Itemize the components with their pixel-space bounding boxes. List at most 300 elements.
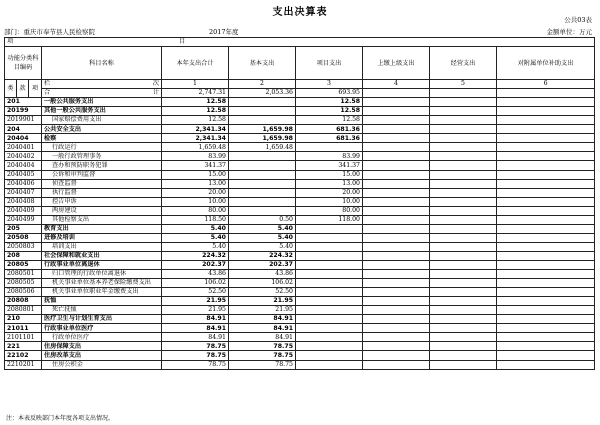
row-business	[430, 297, 497, 306]
row-code: 2101101	[5, 333, 42, 342]
row-code: 2040402	[5, 152, 42, 161]
row-basic: 5.40	[229, 224, 296, 233]
row-business	[430, 107, 497, 116]
row-subsidy	[497, 260, 595, 269]
row-subject-name: 其他一般公共服务支出	[42, 107, 162, 116]
row-code: 20404	[5, 134, 42, 143]
header-upper: 上缴上级支出	[363, 47, 430, 80]
row-business	[430, 143, 497, 152]
row-basic: 0.50	[229, 215, 296, 224]
row-basic	[229, 107, 296, 116]
row-upper	[363, 188, 430, 197]
totals-business	[430, 89, 497, 98]
totals-subsidy	[497, 89, 595, 98]
form-number: 公共03表	[564, 16, 592, 24]
row-subject-name: 行政事业单位医疗	[42, 324, 162, 333]
row-subject-name: 进修及培训	[42, 233, 162, 242]
header-func-code: 功能分类科目编码	[5, 47, 42, 80]
row-subject-name: 查办和预防职务犯罪	[42, 161, 162, 170]
row-code: 22102	[5, 351, 42, 360]
row-business	[430, 324, 497, 333]
totals-basic: 2,053.36	[229, 89, 296, 98]
row-code: 2080801	[5, 306, 42, 315]
row-subsidy	[497, 116, 595, 125]
row-project	[296, 233, 363, 242]
row-business	[430, 315, 497, 324]
row-project	[296, 260, 363, 269]
table-row	[5, 170, 595, 179]
row-subject-name: 公诉和审判监督	[42, 170, 162, 179]
row-code: 2040409	[5, 206, 42, 215]
row-upper	[363, 143, 430, 152]
row-total: 83.99	[162, 152, 229, 161]
row-business	[430, 342, 497, 351]
row-upper	[363, 224, 430, 233]
row-upper	[363, 215, 430, 224]
totals-ji: 计	[152, 89, 159, 97]
table-row	[5, 306, 595, 315]
row-upper	[363, 260, 430, 269]
row-upper	[363, 360, 430, 369]
row-total: 12.58	[162, 98, 229, 107]
report-meta	[4, 27, 592, 36]
row-subsidy	[497, 315, 595, 324]
row-business	[430, 351, 497, 360]
row-business	[430, 98, 497, 107]
row-subject-name: 行政单位医疗	[42, 333, 162, 342]
totals-label	[42, 89, 162, 98]
row-business	[430, 170, 497, 179]
table-row	[5, 224, 595, 233]
row-subsidy	[497, 351, 595, 360]
row-subject-name: 住房保障支出	[42, 342, 162, 351]
row-code: 2080501	[5, 270, 42, 279]
table-row	[5, 333, 595, 342]
row-basic: 78.75	[229, 351, 296, 360]
row-subject-name: 机关事业单位基本养老保险缴费支出	[42, 279, 162, 288]
row-total: 84.91	[162, 324, 229, 333]
row-business	[430, 188, 497, 197]
row-business	[430, 270, 497, 279]
row-subject-name: 其他检察支出	[42, 215, 162, 224]
row-upper	[363, 333, 430, 342]
row-total: 21.95	[162, 306, 229, 315]
row-project: 10.00	[296, 197, 363, 206]
row-project	[296, 279, 363, 288]
row-upper	[363, 197, 430, 206]
table-row	[5, 134, 595, 143]
row-project	[296, 306, 363, 315]
row-code: 2050803	[5, 242, 42, 251]
row-code: 2040407	[5, 188, 42, 197]
row-code: 201	[5, 98, 42, 107]
row-basic	[229, 98, 296, 107]
footnote: 注：本表反映部门本年度各项支出情况。	[6, 415, 115, 422]
row-subsidy	[497, 224, 595, 233]
row-basic: 1,659.98	[229, 134, 296, 143]
header-row-columns	[5, 47, 595, 80]
row-subject-name: 教育支出	[42, 224, 162, 233]
department-label: 部门：重庆市奉节县人民检察院	[4, 28, 95, 36]
row-code: 2080505	[5, 279, 42, 288]
col-num-4: 4	[363, 80, 430, 89]
row-business	[430, 279, 497, 288]
row-subsidy	[497, 251, 595, 260]
row-business	[430, 206, 497, 215]
row-total: 78.75	[162, 351, 229, 360]
row-subsidy	[497, 297, 595, 306]
row-subject-name: 行政事业单位离退休	[42, 260, 162, 269]
row-upper	[363, 242, 430, 251]
row-basic: 84.91	[229, 324, 296, 333]
row-subject-name: 医疗卫生与计划生育支出	[42, 315, 162, 324]
row-subject-name: 两房建设	[42, 206, 162, 215]
row-subsidy	[497, 342, 595, 351]
row-project	[296, 224, 363, 233]
row-subject-name: 公共安全支出	[42, 125, 162, 134]
table-row	[5, 179, 595, 188]
row-subsidy	[497, 333, 595, 342]
row-upper	[363, 351, 430, 360]
row-total: 224.32	[162, 251, 229, 260]
col-num-2: 2	[229, 80, 296, 89]
row-basic: 43.86	[229, 270, 296, 279]
row-business	[430, 152, 497, 161]
row-business	[430, 251, 497, 260]
table-row	[5, 215, 595, 224]
row-basic	[229, 152, 296, 161]
row-total: 21.95	[162, 297, 229, 306]
table-row	[5, 270, 595, 279]
row-project: 118.00	[296, 215, 363, 224]
row-subject-name: 一般行政管理事务	[42, 152, 162, 161]
header-xiang: 项	[29, 80, 42, 98]
col-num-3: 3	[296, 80, 363, 89]
row-subject-name: 培训支出	[42, 242, 162, 251]
row-subsidy	[497, 107, 595, 116]
row-project	[296, 324, 363, 333]
totals-row	[5, 89, 595, 98]
header-subsidy: 对附属单位补助支出	[497, 47, 595, 80]
row-code: 20199	[5, 107, 42, 116]
header-project: 项目支出	[296, 47, 363, 80]
header-total: 本年支出合计	[162, 47, 229, 80]
row-subsidy	[497, 98, 595, 107]
row-project: 681.36	[296, 134, 363, 143]
totals-total: 2,747.31	[162, 89, 229, 98]
row-basic: 1,659.98	[229, 125, 296, 134]
row-upper	[363, 125, 430, 134]
row-subsidy	[497, 270, 595, 279]
row-basic	[229, 170, 296, 179]
col-num-5: 5	[430, 80, 497, 89]
row-code: 21011	[5, 324, 42, 333]
table-row	[5, 342, 595, 351]
table-row	[5, 324, 595, 333]
row-subsidy	[497, 288, 595, 297]
row-basic: 84.91	[229, 315, 296, 324]
table-row	[5, 260, 595, 269]
row-project: 13.00	[296, 179, 363, 188]
row-basic: 5.40	[229, 233, 296, 242]
row-total: 118.50	[162, 215, 229, 224]
row-upper	[363, 98, 430, 107]
row-basic: 224.32	[229, 251, 296, 260]
row-subsidy	[497, 143, 595, 152]
table-row	[5, 188, 595, 197]
row-business	[430, 179, 497, 188]
row-code: 20508	[5, 233, 42, 242]
row-total: 1,659.48	[162, 143, 229, 152]
amount-unit: 金额单位：万元	[546, 28, 592, 36]
row-subject-name: 死亡抚恤	[42, 306, 162, 315]
row-basic: 21.95	[229, 306, 296, 315]
row-project: 681.36	[296, 125, 363, 134]
row-upper	[363, 288, 430, 297]
header-row-item	[5, 38, 595, 47]
row-basic	[229, 161, 296, 170]
row-code: 205	[5, 224, 42, 233]
row-basic: 1,659.48	[229, 143, 296, 152]
row-business	[430, 360, 497, 369]
row-upper	[363, 161, 430, 170]
row-basic	[229, 116, 296, 125]
row-subsidy	[497, 324, 595, 333]
row-code: 204	[5, 125, 42, 134]
row-basic	[229, 206, 296, 215]
row-business	[430, 125, 497, 134]
row-total: 12.58	[162, 107, 229, 116]
row-business	[430, 215, 497, 224]
row-subject-name: 检察	[42, 134, 162, 143]
row-basic	[229, 179, 296, 188]
row-project: 12.58	[296, 107, 363, 116]
row-code: 2040408	[5, 197, 42, 206]
row-upper	[363, 179, 430, 188]
row-upper	[363, 251, 430, 260]
table-row	[5, 279, 595, 288]
row-total: 12.58	[162, 116, 229, 125]
table-row	[5, 351, 595, 360]
row-project: 12.58	[296, 98, 363, 107]
row-subsidy	[497, 152, 595, 161]
table-row	[5, 206, 595, 215]
header-basic: 基本支出	[229, 47, 296, 80]
row-total: 13.00	[162, 179, 229, 188]
row-project	[296, 288, 363, 297]
row-code: 210	[5, 315, 42, 324]
row-code: 208	[5, 251, 42, 260]
row-code: 2040401	[5, 143, 42, 152]
row-project	[296, 351, 363, 360]
row-total: 15.00	[162, 170, 229, 179]
row-subject-name: 国家赔偿费用支出	[42, 116, 162, 125]
table-row	[5, 107, 595, 116]
row-code: 20808	[5, 297, 42, 306]
col-num-1: 1	[162, 80, 229, 89]
totals-upper	[363, 89, 430, 98]
row-upper	[363, 233, 430, 242]
row-basic: 106.02	[229, 279, 296, 288]
row-total: 202.37	[162, 260, 229, 269]
row-upper	[363, 270, 430, 279]
row-business	[430, 224, 497, 233]
row-code: 2040404	[5, 161, 42, 170]
row-project	[296, 297, 363, 306]
table-row	[5, 161, 595, 170]
row-upper	[363, 152, 430, 161]
row-upper	[363, 315, 430, 324]
row-upper	[363, 306, 430, 315]
row-upper	[363, 297, 430, 306]
header-ci: 次	[152, 80, 159, 88]
header-item-label: 项	[7, 38, 14, 46]
row-upper	[363, 206, 430, 215]
col-num-6: 6	[497, 80, 595, 89]
row-subsidy	[497, 197, 595, 206]
row-project	[296, 251, 363, 260]
row-business	[430, 288, 497, 297]
row-code: 2080506	[5, 288, 42, 297]
row-project: 12.58	[296, 116, 363, 125]
row-total: 20.00	[162, 188, 229, 197]
row-business	[430, 260, 497, 269]
row-business	[430, 233, 497, 242]
row-code: 2040405	[5, 170, 42, 179]
report-title: 支出决算表	[272, 7, 328, 18]
row-code: 2019901	[5, 116, 42, 125]
row-total: 106.02	[162, 279, 229, 288]
row-subsidy	[497, 125, 595, 134]
row-total: 5.40	[162, 242, 229, 251]
table-row	[5, 315, 595, 324]
table-row	[5, 242, 595, 251]
row-project: 20.00	[296, 188, 363, 197]
header-lan: 栏	[44, 80, 51, 88]
row-total: 84.91	[162, 333, 229, 342]
row-upper	[363, 342, 430, 351]
row-subsidy	[497, 215, 595, 224]
row-code: 2210201	[5, 360, 42, 369]
table-row	[5, 116, 595, 125]
row-project	[296, 333, 363, 342]
row-upper	[363, 134, 430, 143]
row-total: 80.00	[162, 206, 229, 215]
row-project: 80.00	[296, 206, 363, 215]
row-total: 2,341.34	[162, 125, 229, 134]
row-subsidy	[497, 188, 595, 197]
row-total: 84.91	[162, 315, 229, 324]
row-project: 83.99	[296, 152, 363, 161]
row-project: 15.00	[296, 170, 363, 179]
row-project	[296, 315, 363, 324]
row-subject-name: 抚恤	[42, 297, 162, 306]
row-project: 341.37	[296, 161, 363, 170]
row-total: 10.00	[162, 197, 229, 206]
totals-project: 693.95	[296, 89, 363, 98]
row-subsidy	[497, 360, 595, 369]
row-total: 78.75	[162, 360, 229, 369]
table-row	[5, 152, 595, 161]
row-project	[296, 360, 363, 369]
row-code: 2040406	[5, 179, 42, 188]
header-lan-ci	[42, 80, 162, 89]
row-business	[430, 333, 497, 342]
row-basic: 202.37	[229, 260, 296, 269]
header-subject-name: 科目名称	[42, 47, 162, 80]
row-basic: 78.75	[229, 342, 296, 351]
row-business	[430, 197, 497, 206]
row-total: 341.37	[162, 161, 229, 170]
row-total: 5.40	[162, 224, 229, 233]
table-row	[5, 251, 595, 260]
row-subject-name: 归口管理的行政单位离退休	[42, 270, 162, 279]
row-subsidy	[497, 206, 595, 215]
row-project	[296, 342, 363, 351]
totals-he: 合	[44, 89, 51, 97]
row-subject-name: 机关事业单位职业年金缴费支出	[42, 288, 162, 297]
row-total: 5.40	[162, 233, 229, 242]
table-row	[5, 98, 595, 107]
row-total: 78.75	[162, 342, 229, 351]
header-mu-label: 目	[179, 38, 186, 45]
row-basic	[229, 197, 296, 206]
header-business: 经营支出	[430, 47, 497, 80]
row-code: 2040499	[5, 215, 42, 224]
table-row	[5, 360, 595, 369]
row-business	[430, 161, 497, 170]
row-subject-name: 侦查监督	[42, 179, 162, 188]
header-kuan: 款	[17, 80, 29, 98]
row-subject-name: 执行监督	[42, 188, 162, 197]
row-upper	[363, 279, 430, 288]
row-upper	[363, 324, 430, 333]
row-code: 221	[5, 342, 42, 351]
row-subsidy	[497, 179, 595, 188]
row-business	[430, 306, 497, 315]
fiscal-year: 2017年度	[209, 28, 239, 36]
row-total: 2,341.34	[162, 134, 229, 143]
row-subject-name: 行政运行	[42, 143, 162, 152]
row-subject-name: 控告申诉	[42, 197, 162, 206]
table-row	[5, 197, 595, 206]
row-upper	[363, 107, 430, 116]
table-row	[5, 143, 595, 152]
row-business	[430, 134, 497, 143]
table-row	[5, 297, 595, 306]
row-basic: 21.95	[229, 297, 296, 306]
row-subject-name: 住房公积金	[42, 360, 162, 369]
row-subsidy	[497, 170, 595, 179]
header-row-lan	[5, 80, 595, 89]
row-subject-name: 住房改革支出	[42, 351, 162, 360]
header-lei: 类	[5, 80, 17, 98]
table-row	[5, 288, 595, 297]
row-subsidy	[497, 306, 595, 315]
row-business	[430, 116, 497, 125]
row-subsidy	[497, 134, 595, 143]
row-project	[296, 143, 363, 152]
row-project	[296, 242, 363, 251]
table-row	[5, 125, 595, 134]
table-row	[5, 233, 595, 242]
row-basic: 84.91	[229, 333, 296, 342]
row-upper	[363, 116, 430, 125]
row-basic: 5.40	[229, 242, 296, 251]
row-subject-name: 一般公共服务支出	[42, 98, 162, 107]
row-project	[296, 270, 363, 279]
row-subsidy	[497, 279, 595, 288]
